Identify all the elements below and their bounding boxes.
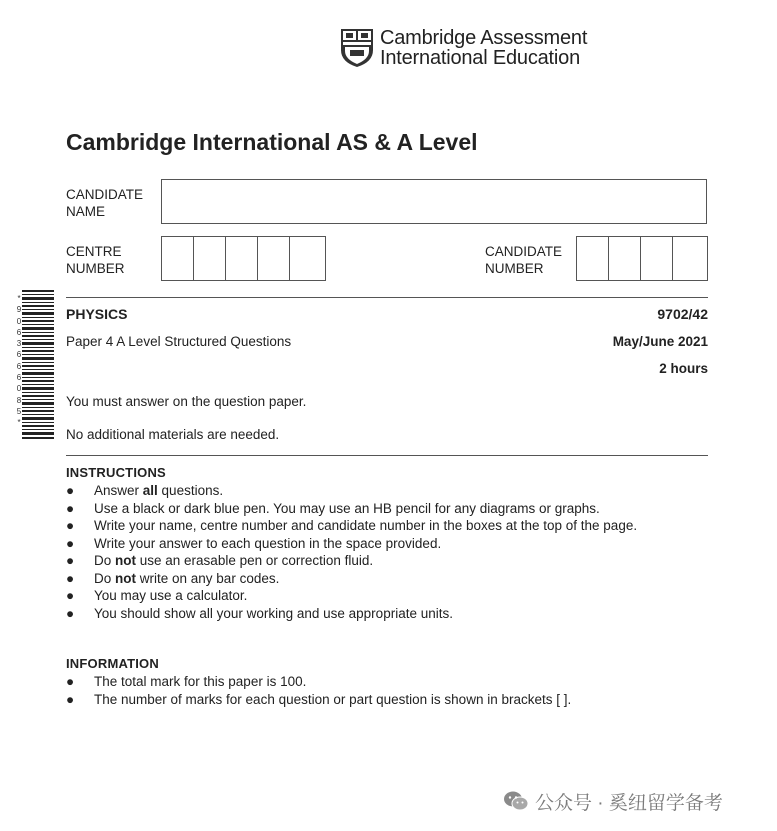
materials-note: No additional materials are needed. [66, 427, 280, 442]
instructions-item: ● Use a black or dark blue pen. You may use an HB pencil for any diagrams or graphs. [66, 500, 600, 516]
instructions-heading: INSTRUCTIONS [66, 465, 166, 480]
centre-number-field[interactable] [161, 236, 326, 281]
candidate-name-label: CANDIDATE NAME [66, 187, 144, 219]
bullet-icon: ● [66, 674, 75, 689]
instructions-list [66, 482, 637, 622]
divider-bottom [66, 455, 708, 456]
instructions-item: ● Answer all questions. [66, 483, 224, 498]
exam-session: May/June 2021 [612, 334, 708, 349]
instructions-item: ● Write your name, centre number and candidate number in the boxes at the top of the page. [66, 518, 638, 533]
bullet-icon: ● [66, 500, 75, 516]
centre-number-cell[interactable] [194, 237, 226, 280]
barcode-image [22, 290, 54, 440]
candidate-number-cell[interactable] [577, 237, 609, 280]
bullet-icon: ● [66, 691, 75, 707]
bullet-icon: ● [66, 535, 75, 551]
bullet-icon: ● [66, 605, 75, 621]
instructions-item: ● Write your answer to each question in the space provided. [66, 535, 442, 551]
bullet-icon: ● [66, 588, 75, 603]
information-item: ● The total mark for this paper is 100. [66, 674, 307, 689]
wechat-watermark [503, 786, 723, 816]
centre-number-label: CENTRE NUMBER [66, 244, 125, 276]
watermark-text: 公众号 · 奚纽留学备考 [535, 792, 723, 814]
instructions-item: ● Do not use an erasable pen or correction fluid. [66, 553, 374, 568]
candidate-number-cell[interactable] [673, 237, 705, 280]
exam-duration: 2 hours [659, 361, 708, 376]
bullet-icon: ● [66, 553, 75, 568]
wechat-icon [503, 790, 529, 812]
cambridge-logo [340, 28, 587, 70]
cambridge-shield-icon [340, 28, 374, 68]
centre-number-cell[interactable] [226, 237, 258, 280]
barcode-digits: * 9 0 6 3 6 6 6 0 8 5 * [16, 294, 22, 428]
logo-line-2: International Education [380, 47, 580, 69]
information-heading: INFORMATION [66, 656, 159, 671]
information-item: ● The number of marks for each question or part question is shown in brackets [ ]. [66, 691, 572, 707]
centre-number-cell[interactable] [162, 237, 194, 280]
instructions-item: ● Do not write on any bar codes. [66, 570, 280, 586]
candidate-number-field[interactable] [576, 236, 708, 281]
candidate-name-field[interactable] [161, 179, 707, 224]
answer-on-paper-note: You must answer on the question paper. [66, 394, 307, 409]
logo-line-1: Cambridge Assessment [380, 27, 588, 49]
subject-name: PHYSICS [66, 306, 128, 322]
candidate-number-cell[interactable] [609, 237, 641, 280]
centre-number-cell[interactable] [258, 237, 290, 280]
divider-top [66, 297, 708, 298]
bullet-icon: ● [66, 483, 75, 498]
information-list [66, 673, 571, 708]
instructions-item: ● You should show all your working and use appropriate units. [66, 605, 453, 621]
bullet-icon: ● [66, 570, 75, 586]
centre-number-cell[interactable] [290, 237, 322, 280]
bullet-icon: ● [66, 518, 75, 533]
candidate-number-label: CANDIDATE NUMBER [485, 244, 563, 276]
paper-code: 9702/42 [657, 306, 708, 322]
page-title: Cambridge International AS & A Level [66, 129, 478, 155]
candidate-number-cell[interactable] [641, 237, 673, 280]
instructions-item: ● You may use a calculator. [66, 588, 248, 603]
paper-title: Paper 4 A Level Structured Questions [66, 334, 292, 349]
